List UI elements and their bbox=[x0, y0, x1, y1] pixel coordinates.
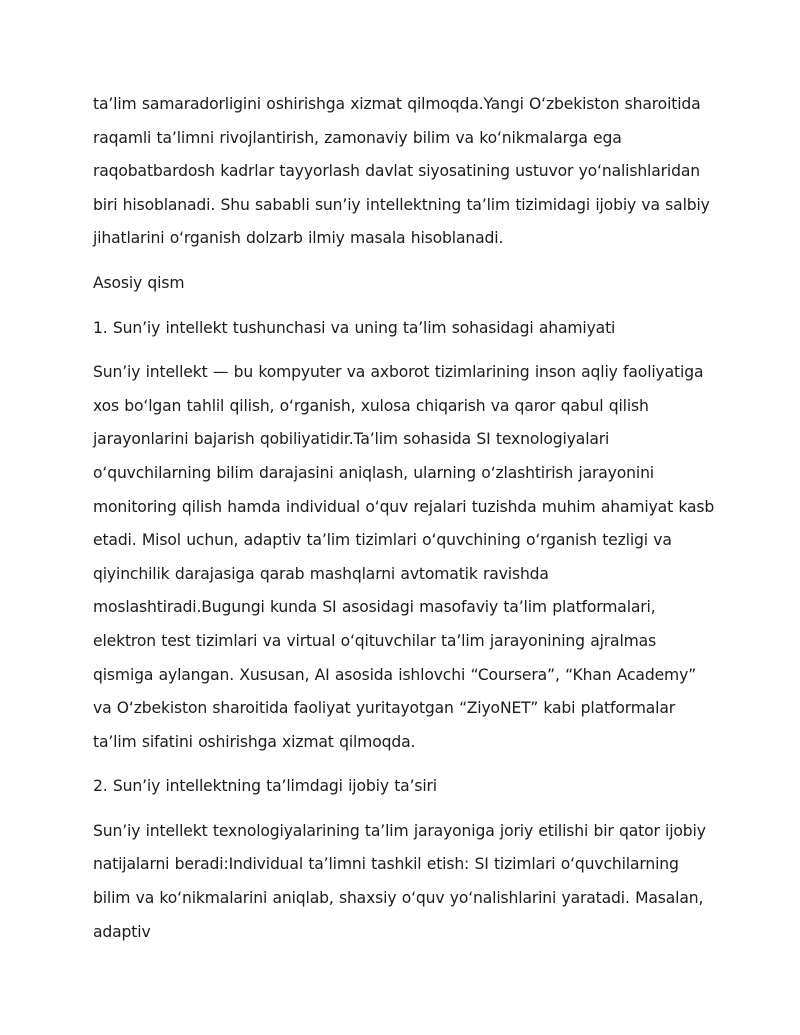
section-heading-main: Asosiy qism bbox=[93, 273, 185, 292]
paragraph-ai-definition: Sun’iy intellekt — bu kompyuter va axborot tizimlarining inson aqliy faoliyatiga xos bo‘lgan tahlil qilish, o‘rganish, xulosa chiqarish va qaror qabul qilish jarayonlarini bajarish qobiliyatidir.Ta’lim sohasida SI texnologiyalari o‘quvchilarning bilim darajasini aniqlash, ularning o‘zlashtirish jarayonini monitoring qilish hamda individual o‘quv rejalari tuzishda muhim ahamiyat kasb etadi. Misol uchun, adaptiv ta’lim tizimlari o‘quvchining o‘rganish tezligi va qiyinchilik darajasiga qarab mashqlarni avtomatik ravishda moslashtiradi.Bugungi kunda SI asosidagi masofaviy ta’lim platformalari, elektron test tizimlari va virtual o‘qituvchilar ta’lim jarayonining ajralmas qismiga aylangan. Xususan, AI asosida ishlovchi “Coursera”, “Khan Academy” va O‘zbekiston sharoitida faoliyat yuritayotgan “ZiyoNET” kabi platformalar ta’lim sifatini oshirishga xizmat qilmoqda. bbox=[93, 363, 715, 751]
subsection-heading-2: 2. Sun’iy intellektning ta’limdagi ijobiy ta’siri bbox=[93, 777, 437, 796]
subsection-heading-1: 1. Sun’iy intellekt tushunchasi va uning ta’lim sohasidagi ahamiyati bbox=[93, 318, 616, 337]
intro-paragraph-end: ta’lim samaradorligini oshirishga xizmat qilmoqda.Yangi O‘zbekiston sharoitida raqamli ta’limni rivojlantirish, zamonaviy bilim va ko‘nikmalarga ega raqobatbardosh kadrlar tayyorlash davlat siyosatining ustuvor yo‘nalishlaridan biri hisoblanadi. Shu sababli sun’iy intellektning ta’lim tizimidagi ijobiy va salbiy jihatlarini o‘rganish dolzarb ilmiy masala hisoblanadi. bbox=[93, 95, 710, 248]
paragraph-positive-effects: Sun’iy intellekt texnologiyalarining ta’lim jarayoniga joriy etilishi bir qator ijobiy natijalarni beradi:Individual ta’limni tashkil etish: SI tizimlari o‘quvchilarning bilim va ko‘nikmalarini aniqlab, shaxsiy o‘quv yo‘nalishlarini yaratadi. Masalan, adaptiv bbox=[93, 821, 706, 941]
document-body bbox=[93, 88, 718, 960]
